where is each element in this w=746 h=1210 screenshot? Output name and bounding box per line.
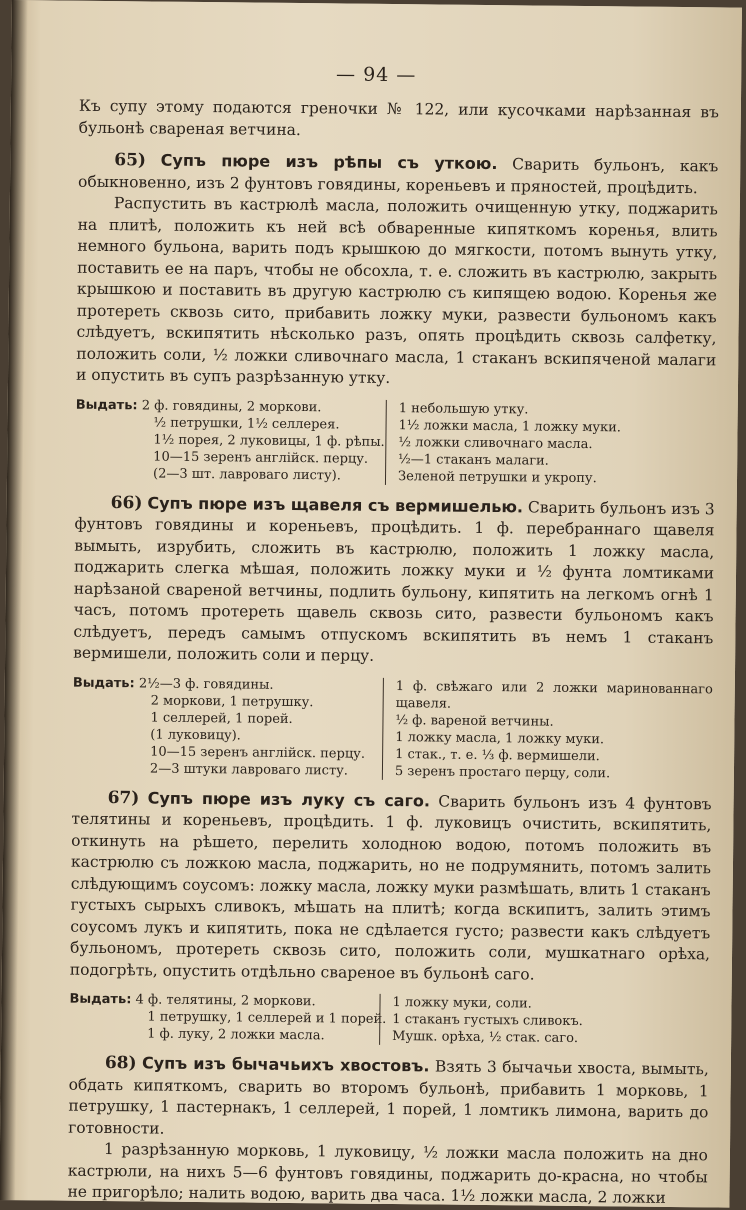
ingredient-item: 10—15 зеренъ англійск. перцу. (150, 743, 366, 762)
ingredient-item: 2½—3 ф. говядины. (138, 675, 274, 693)
recipe-number: 66) (110, 492, 143, 513)
vydat-label: Выдать: (69, 991, 132, 1008)
page-number: — 94 — (335, 63, 417, 87)
vydat-label: Выдать: (75, 397, 138, 413)
ingredients-block (72, 674, 713, 783)
ingredient-item: (2—3 шт. лавроваго листу). (152, 466, 341, 483)
ingredients-left (69, 991, 387, 1045)
ingredient-item: 1 ф. свѣжаго или 2 ложки маринованнаго щавеля. (395, 678, 713, 712)
recipe-65-body: Распустить въ кастрюлѣ масла, положить очищенную утку, поджарить на плитѣ, положить къ ней всѣ обваренные кипяткомъ коренья, влить немного бульона, варить подъ крышкою до мягкости, потомъ вынуть утку, поставить ее на паръ, чтобы не обсохла, т. е. сложить въ кастрюлю, закрыть крышкою и поставить въ другую кастрюлю съ кипящею водою. Коренья же протереть сквозь сито, прибавить ложку муки, развести бульономъ какъ слѣдуетъ, вскипятить нѣсколько разъ, опять процѣдить сквозь салфетку, положить соли, ½ ложки сливочнаго масла, 1 стаканъ вскипяченой малаги и опустить въ супъ разрѣзанную утку. (75, 194, 718, 387)
ingredient-item: Зеленой петрушки и укропу. (397, 468, 597, 486)
ingredient-item: 1 стаканъ густыхъ сливокъ. (392, 1012, 583, 1030)
ingredients-left (72, 674, 383, 779)
ingredient-item: 1½ порея, 2 луковицы, 1 ф. рѣпы. (153, 432, 385, 450)
recipe-68-body-continued: 1 разрѣзанную морковь, 1 луковицу, ½ ложки масла положить на дно кастрюли, на нихъ 5—6 фунтовъ говядины, поджарить до-красна, но чтобы не пригорѣло; налить водою, варить два часа. 1½ ложки масла, 2 ложки (67, 1140, 709, 1207)
ingredient-item: 4 ф. телятины, 2 моркови. (135, 992, 316, 1010)
recipe-66-body (73, 491, 715, 671)
ingredient-item: 1 стак., т. е. ⅓ ф. вермишели. (395, 746, 600, 764)
recipe-number: 68) (104, 1053, 137, 1074)
ingredient-item: ½ ложки сливочнаго масла. (398, 434, 593, 452)
ingredient-item: (1 луковицу). (150, 726, 241, 743)
ingredient-item: 1 небольшую утку. (398, 400, 529, 417)
ingredient-item: 10—15 зеренъ англійск. перцу. (153, 449, 369, 467)
recipe-title: Супъ пюре изъ щавеля съ вермишелью. (147, 492, 524, 516)
ingredient-item: 1 ложку муки, соли. (392, 995, 532, 1012)
ingredient-item: Мушк. орѣха, ½ стак. саго. (392, 1029, 579, 1046)
ingredient-item: 2 ф. говядины, 2 моркови. (141, 397, 322, 415)
ingredient-item: 2—3 штуки лавроваго листу. (149, 760, 349, 779)
recipe-body-text: Сварить бульонъ изъ 4 фунтовъ телятины и кореньевъ, процѣдить. 1 ф. луковицъ очистить, вскипятить, откинуть на рѣшето, перелить холодною водою, потомъ положить въ кастрюлю съ ложкою масла, поджарить, но не подрумянить, потомъ залить слѣдующимъ соусомъ: ложку масла, ложку муки размѣшать, влить 1 стаканъ густыхъ сырыхъ сливокъ, мѣшать на плитѣ; когда вскипитъ, залить этимъ соусомъ лукъ и кипятить, пока не сдѣлается густо; развести какъ слѣдуетъ бульономъ, протереть сквозь сито, положить соли, мушкатнаго орѣха, подогрѣть, опустить отдѣльно свареное въ бульонѣ саго. (69, 792, 712, 984)
recipe-68 (67, 1052, 709, 1210)
recipe-number: 65) (114, 150, 147, 171)
recipe-number: 67) (107, 787, 140, 808)
recipe-body-text: Сварить бульонъ изъ 3 фунтовъ говядины и кореньевъ, процѣдить. 1 ф. перебраннаго щавеля вымыть, изрубить, сложить въ кастрюлю, положить 1 ложку масла, поджарить слегка мѣшая, положить ложку муки и ½ фунта ломтиками нарѣзаной свареной ветчины, подлить бульону, кипятить на легкомъ огнѣ 1 часъ, потомъ протереть щавель сквозь сито, развести бульономъ какъ слѣдуетъ, передъ самымъ отпускомъ вскипятить въ немъ 1 стаканъ вермишели, положить соли и перцу. (73, 497, 715, 665)
ingredient-item: 1 ложку масла, 1 ложку муки. (395, 729, 605, 747)
ingredients-left (75, 396, 386, 484)
recipe-title: Супъ пюре изъ луку съ саго. (147, 787, 431, 810)
intro-paragraph: Къ супу этому подаются греночки № 122, или кусочками нарѣзанная въ бульонѣ свареная ветчина. (78, 96, 719, 139)
ingredients-right (382, 677, 713, 782)
recipe-lead-text: Сварить бульонъ, какъ обыкновенно, изъ 2 фунтовъ говядины, кореньевъ и пряностей, процѣдить. (78, 155, 719, 197)
ingredient-item: ½—1 стаканъ малаги. (398, 451, 549, 469)
recipe-title: Супъ изъ бычачьихъ хвостовъ. (141, 1053, 430, 1076)
ingredient-item: 1 селлерей, 1 порей. (150, 709, 293, 727)
recipe-65-lead (78, 149, 718, 200)
recipe-67 (69, 786, 712, 1048)
recipe-title: Супъ пюре изъ рѣпы съ уткою. (160, 150, 498, 174)
ingredient-item: 2 моркови, 1 петрушку. (150, 692, 314, 710)
recipe-66 (72, 491, 715, 783)
recipe-67-body (70, 786, 712, 987)
recipe-65 (75, 149, 718, 488)
recipe-body-text: Взять 3 бычачьи хвоста, вымыть, обдать кипяткомъ, сварить во второмъ бульонѣ, прибавить 1 морковь, 1 петрушку, 1 пастернакъ, 1 селлерей, 1 порей, 1 ломтикъ лимона, варить до готовности. (68, 1057, 709, 1138)
ingredient-item: ½ ф. вареной ветчины. (395, 712, 554, 730)
vydat-label: Выдать: (72, 675, 135, 691)
ingredient-item: 1 петрушку, 1 селлерей и 1 порей. (147, 1009, 387, 1027)
ingredient-item: ½ петрушки, 1½ селлерея. (153, 415, 340, 432)
binding-shadow (0, 0, 28, 1200)
ingredients-right (379, 994, 710, 1048)
ingredient-item: 1½ ложки масла, 1 ложку муки. (398, 417, 622, 435)
page-content (67, 96, 719, 1210)
ingredients-block (75, 396, 716, 488)
ingredient-item: 1 ф. луку, 2 ложки масла. (147, 1026, 325, 1044)
ingredient-item: 5 зеренъ простаго перцу, соли. (394, 763, 611, 781)
ingredients-block (69, 991, 709, 1049)
ingredients-right (385, 399, 716, 487)
recipe-68-body (68, 1052, 709, 1146)
